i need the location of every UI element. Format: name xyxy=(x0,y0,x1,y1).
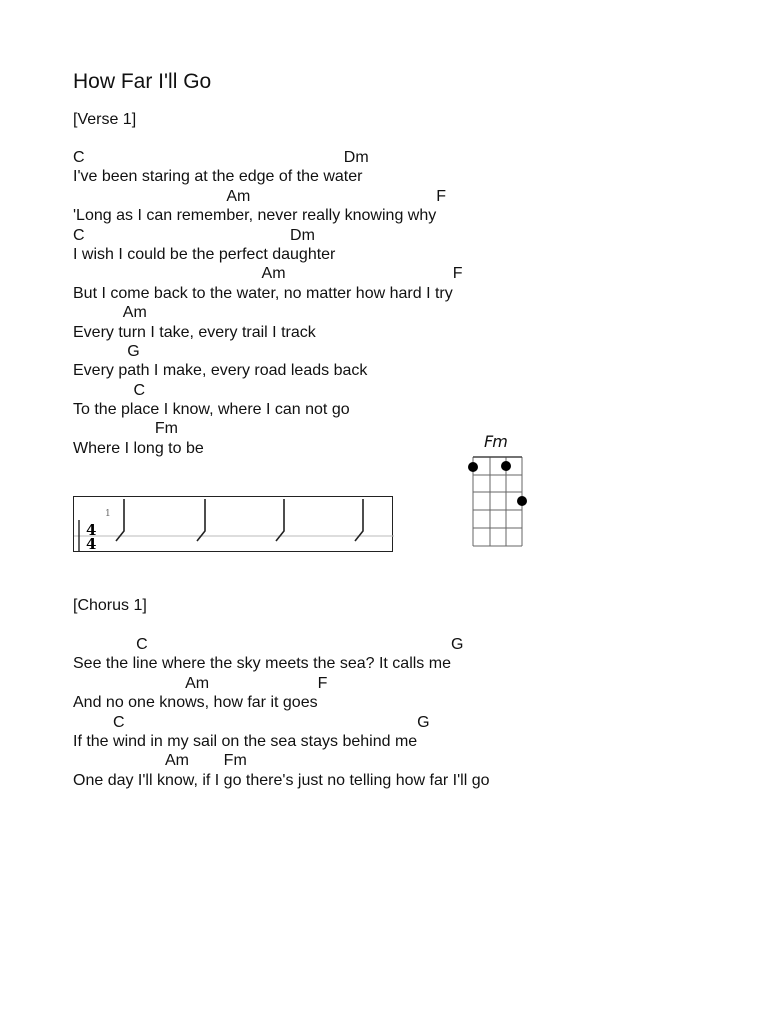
lyric-line: To the place I know, where I can not go xyxy=(73,401,350,419)
chord-label: G xyxy=(417,713,430,731)
slash-note-1 xyxy=(116,499,124,541)
chord-label: F xyxy=(436,187,447,205)
lyric-line: One day I'll know, if I go there's just no telling how far I'll go xyxy=(73,771,490,789)
chord-label: F xyxy=(317,674,328,692)
chord-label: C xyxy=(136,636,148,653)
verse-1-block xyxy=(73,148,463,458)
chord-row xyxy=(73,674,490,693)
chord-label: G xyxy=(450,636,464,653)
finger-dot xyxy=(517,496,527,506)
chord-label: Am xyxy=(164,752,189,770)
chord-label: Am xyxy=(261,265,286,283)
lyric-line: But I come back to the water, no matter how hard I try xyxy=(73,284,453,302)
chord-label: C xyxy=(133,381,146,399)
chord-label: G xyxy=(127,342,140,360)
chord-diagram-name: Fm xyxy=(484,432,507,451)
chord-row xyxy=(73,226,453,245)
chord-label: Fm xyxy=(154,420,178,438)
lyric-line: See the line where the sky meets the sea? It calls me xyxy=(73,655,451,673)
rhythm-notation xyxy=(74,497,394,553)
finger-dot xyxy=(468,462,478,472)
chord-label: Am xyxy=(122,304,147,322)
verse-label: [Verse 1] xyxy=(73,111,137,128)
chord-row xyxy=(73,148,453,167)
chord-label: Am xyxy=(185,674,210,692)
chord-row xyxy=(73,187,453,206)
lyric-line: Where I long to be xyxy=(73,439,204,457)
time-signature-bottom: 4 xyxy=(86,535,97,553)
chord-label: F xyxy=(452,265,463,283)
lyric-line: If the wind in my sail on the sea stays behind me xyxy=(73,732,418,750)
slash-note-3 xyxy=(276,499,284,541)
chord-row xyxy=(73,381,453,400)
lyric-line: And no one knows, how far it goes xyxy=(73,694,318,712)
chord-label: C xyxy=(113,713,125,731)
chorus-1-block xyxy=(73,635,490,790)
lyric-line: I wish I could be the perfect daughter xyxy=(73,245,336,263)
finger-dot xyxy=(501,461,511,471)
fm-chord-diagram xyxy=(462,448,534,552)
chord-row xyxy=(73,635,490,654)
song-title: How Far I'll Go xyxy=(73,70,212,93)
chord-label: C xyxy=(73,149,85,166)
chord-label: Dm xyxy=(343,149,369,166)
lyric-line: Every turn I take, every trail I track xyxy=(73,323,316,341)
chord-row xyxy=(73,303,453,322)
chorus-label: [Chorus 1] xyxy=(73,597,147,614)
chord-row xyxy=(73,419,453,438)
chord-label: Am xyxy=(226,187,251,205)
rhythm-staff xyxy=(73,496,393,552)
lyric-line: 'Long as I can remember, never really knowing why xyxy=(73,207,437,225)
chord-row xyxy=(73,713,490,732)
chord-row xyxy=(73,342,453,361)
chord-row xyxy=(73,264,463,283)
chord-label: Dm xyxy=(290,226,315,244)
lyric-line: Every path I make, every road leads back xyxy=(73,362,368,380)
chord-row xyxy=(73,751,490,770)
measure-number: 1 xyxy=(105,509,111,519)
slash-note-4 xyxy=(355,499,363,541)
chord-label: C xyxy=(73,226,85,244)
chord-label: Fm xyxy=(223,752,247,770)
lyric-line: I've been staring at the edge of the water xyxy=(73,168,363,186)
time-signature-top: 4 xyxy=(86,521,97,539)
slash-note-2 xyxy=(197,499,205,541)
